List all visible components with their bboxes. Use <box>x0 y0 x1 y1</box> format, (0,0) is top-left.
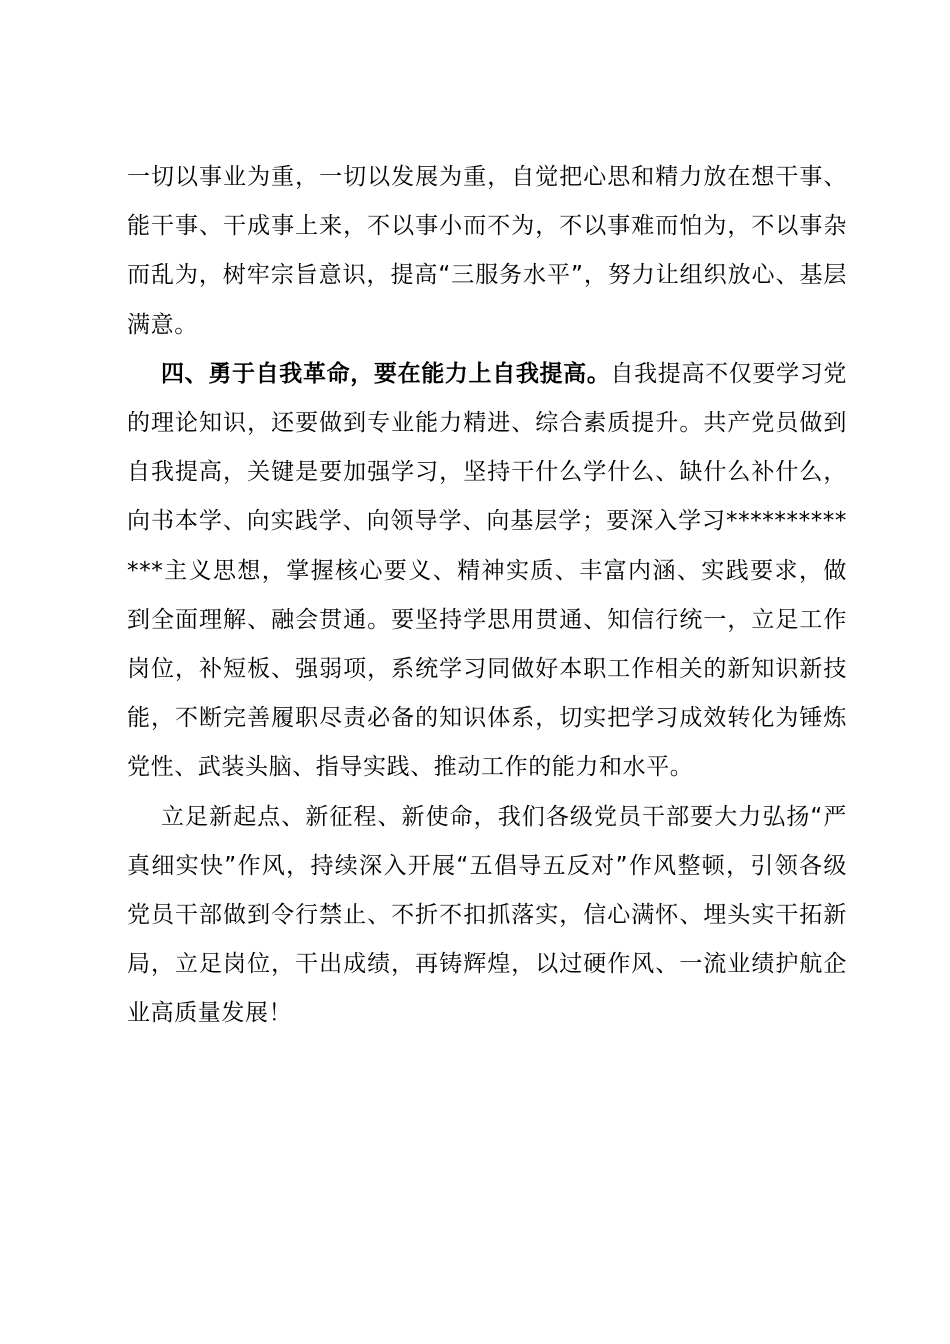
section-four-heading: 四、勇于自我革命，要在能力上自我提高。 <box>161 360 611 387</box>
section-four-paragraph <box>127 350 847 793</box>
document-body <box>127 153 847 1039</box>
section-four-body: 自我提高不仅要学习党的理论知识，还要做到专业能力精进、综合素质提升。共产党员做到自我提高，关键是要加强学习，坚持干什么学什么、缺什么补什么，向书本学、向实践学、向领导学、向基层学；要深入学习*************主义思想，掌握核心要义、精神实质、丰富内涵、实践要求，做到全面理解、融会贯通。要坚持学思用贯通、知信行统一，立足工作岗位，补短板、强弱项，系统学习同做好本职工作相关的新知识新技能，不断完善履职尽责必备的知识体系，切实把学习成效转化为锤炼党性、武装头脑、指导实践、推动工作的能力和水平。 <box>127 360 847 781</box>
conclusion-paragraph: 立足新起点、新征程、新使命，我们各级党员干部要大力弘扬“严真细实快”作风，持续深入开展“五倡导五反对”作风整顿，引领各级党员干部做到令行禁止、不折不扣抓落实，信心满怀、埋头实干拓新局，立足岗位，干出成绩，再铸辉煌，以过硬作风、一流业绩护航企业高质量发展！ <box>127 803 847 1027</box>
paragraph-continuation: 一切以事业为重，一切以发展为重，自觉把心思和精力放在想干事、能干事、干成事上来，不以事小而不为，不以事难而怕为，不以事杂而乱为，树牢宗旨意识，提高“三服务水平”，努力让组织放心、基层满意。 <box>127 164 847 338</box>
